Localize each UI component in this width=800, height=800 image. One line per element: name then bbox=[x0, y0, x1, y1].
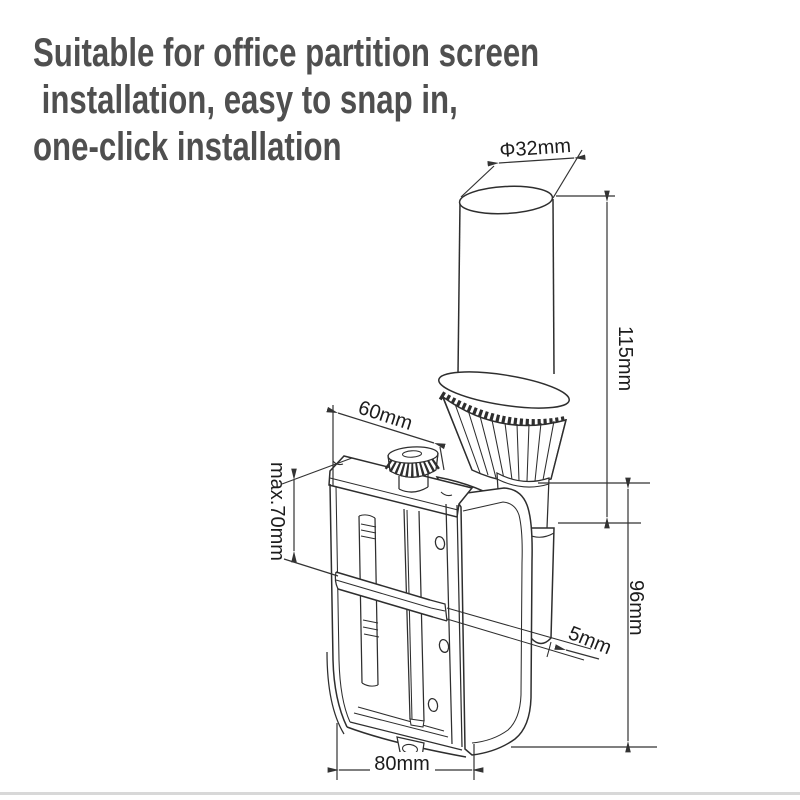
dim-hook-thickness bbox=[565, 622, 614, 659]
heading-line-2: installation, easy to snap in, bbox=[33, 78, 458, 122]
pole-cylinder bbox=[458, 184, 554, 374]
dim-label-clamp-opening: max.70mm bbox=[266, 462, 288, 561]
bottom-border-line bbox=[0, 792, 800, 795]
dim-label-clamp-top-width: 60mm bbox=[355, 396, 416, 435]
knurled-adjust-ring bbox=[436, 365, 571, 483]
clamp-back-shell bbox=[452, 488, 532, 755]
heading-line-3: one-click installation bbox=[33, 125, 342, 169]
dim-pole-height bbox=[556, 196, 641, 523]
heading-line-1: Suitable for office partition screen bbox=[33, 31, 540, 75]
dim-label-pole-height: 115mm bbox=[614, 326, 636, 392]
dim-label-clamp-bottom-width: 80mm bbox=[374, 753, 430, 775]
dim-label-clamp-height: 96mm bbox=[625, 580, 647, 636]
dim-label-hook-thickness: 5mm bbox=[565, 622, 615, 660]
dim-label-pole-diameter: Φ32mm bbox=[498, 135, 572, 162]
page-title bbox=[33, 30, 626, 171]
